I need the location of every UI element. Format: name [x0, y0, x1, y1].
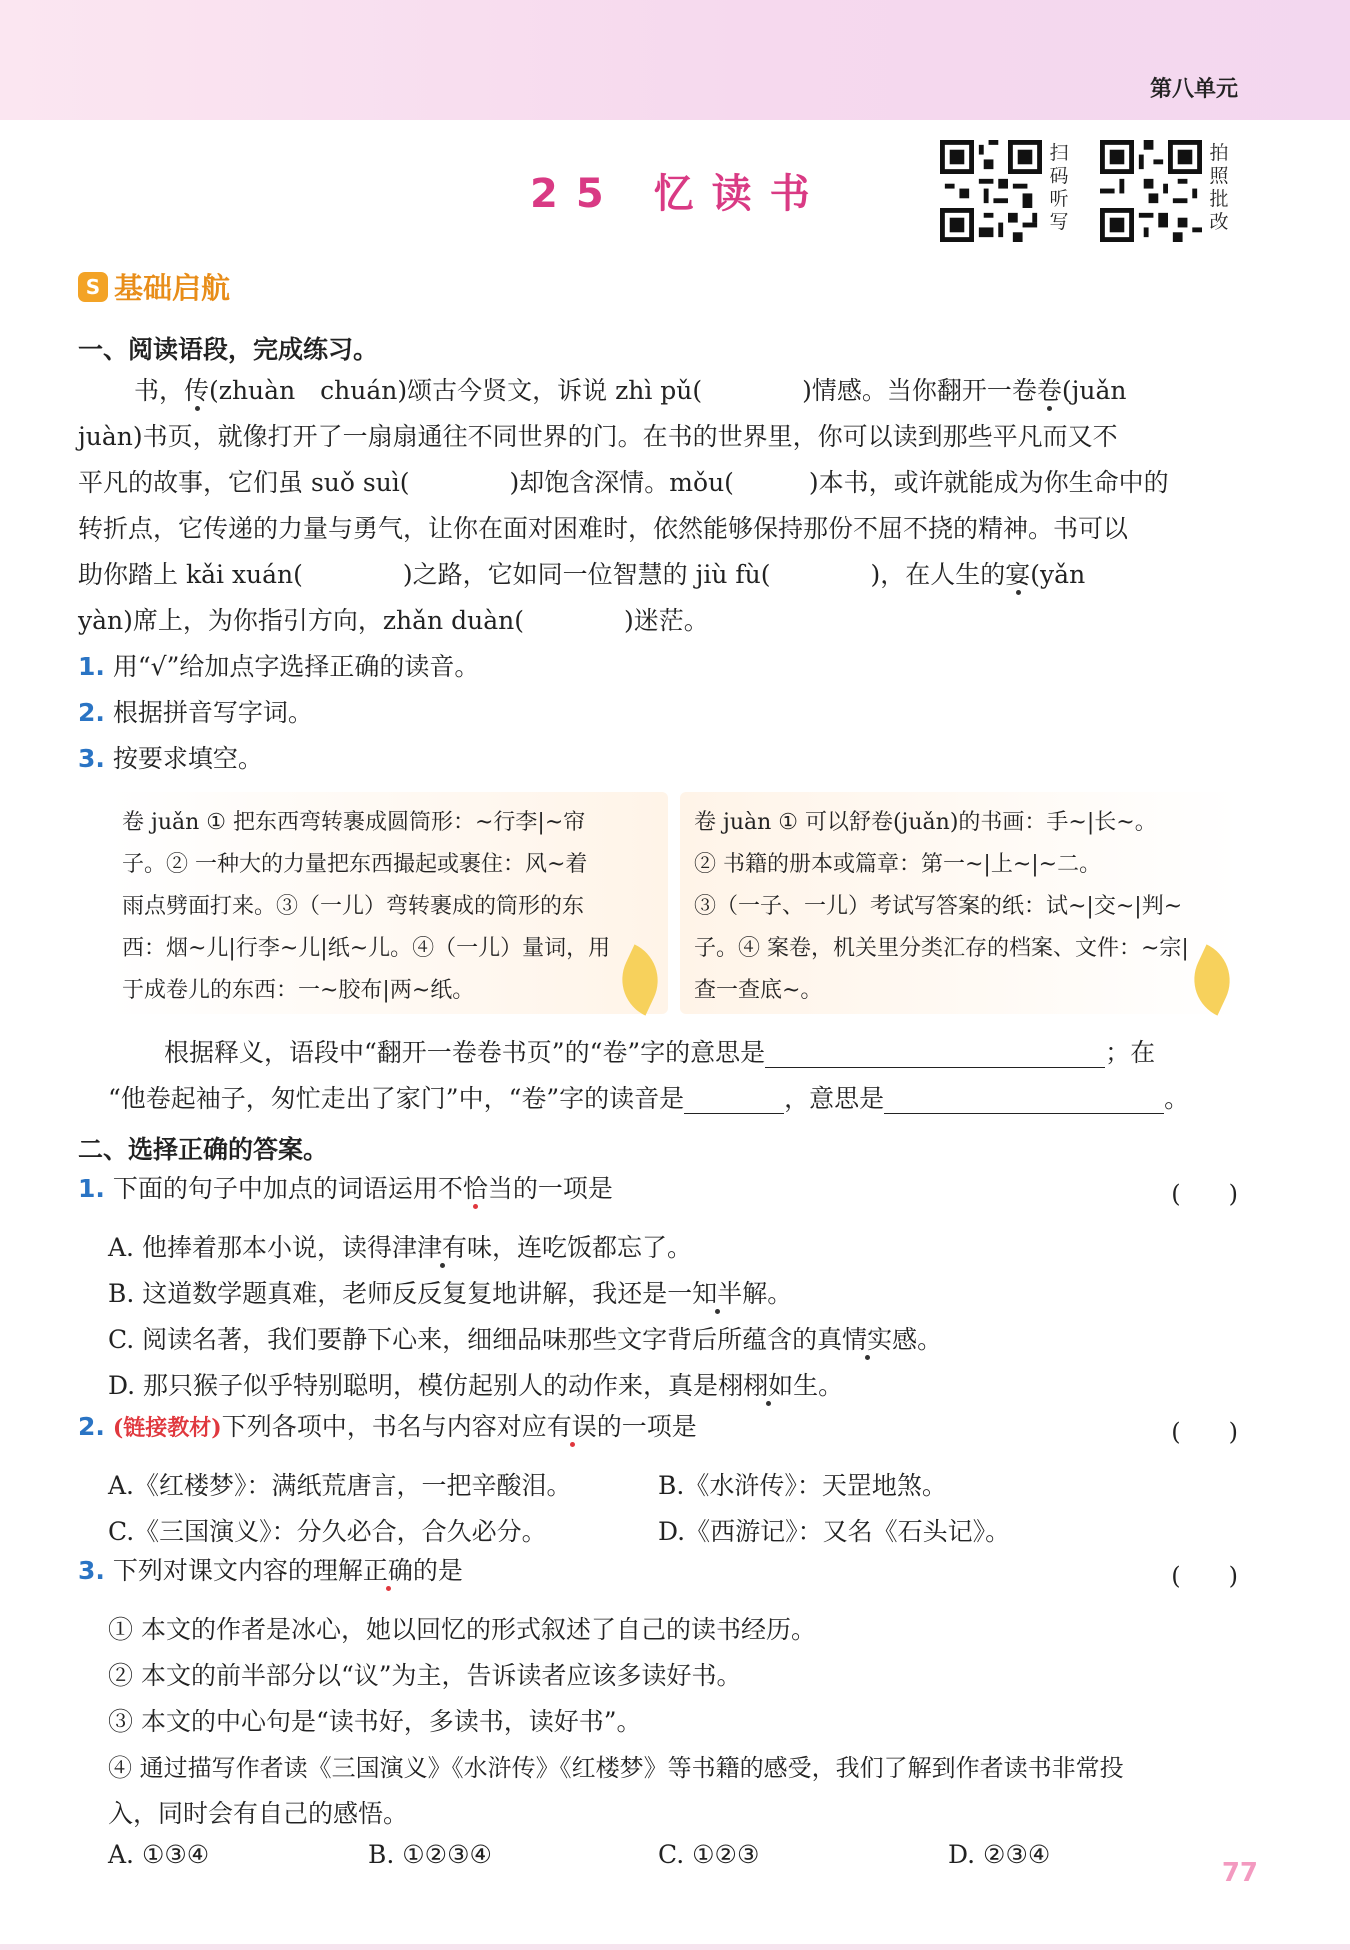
task-2: 2. 根据拼音写字词。	[78, 698, 313, 727]
q1-option-d[interactable]: D. 那只猴子似乎特别聪明，模仿起别人的动作来，真是栩栩如生。	[108, 1371, 844, 1400]
header-band	[0, 0, 1350, 120]
q2-option-d[interactable]: D.《西游记》：又名《石头记》。	[658, 1517, 1011, 1546]
section-title: 基础启航	[114, 271, 231, 305]
dict-line: ③（一子、一儿）考试写答案的纸：试~|交~|判~	[694, 894, 1183, 919]
q2-option-a[interactable]: A.《红楼梦》：满纸荒唐言，一把辛酸泪。	[108, 1471, 572, 1500]
part2-heading: 二、选择正确的答案。	[78, 1135, 329, 1164]
q1-option-c[interactable]: C. 阅读名著，我们要静下心来，细细品味那些文字背后所蕴含的真情实感。	[108, 1325, 943, 1354]
dict-line: 子。④ 案卷，机关里分类汇存的档案、文件：~宗|	[694, 936, 1189, 961]
dict-line: 查一查底~。	[694, 978, 823, 1003]
q1-stem: 1. 下面的句子中加点的词语运用不恰当的一项是	[78, 1174, 613, 1203]
dict-line: 西：烟~儿|行李~儿|纸~儿。④（一儿）量词，用	[122, 936, 611, 961]
task-1: 1. 用“√”给加点字选择正确的读音。	[78, 652, 480, 681]
q3-option-d[interactable]: D. ②③④	[948, 1840, 1051, 1869]
passage-line-1: 书，传(zhuàn chuán)颂古今贤文，诉说 zhì pǔ( )情感。当你翻开一卷卷(juǎn	[134, 376, 1127, 405]
q3-statement-1: ① 本文的作者是冰心，她以回忆的形式叙述了自己的读书经历。	[108, 1615, 816, 1644]
unit-label: 第八单元	[1149, 77, 1238, 102]
dict-line: 雨点劈面打来。③（一儿）弯转裹成的筒形的东	[122, 894, 585, 919]
answer-blank[interactable]	[884, 1089, 1164, 1114]
dictionary-card-juan4	[680, 792, 1240, 1014]
task-3: 3. 按要求填空。	[78, 744, 263, 773]
textbook-link-tag: (链接教材)	[112, 1415, 222, 1441]
fill-line-2: “他卷起袖子，匆忙走出了家门”中，“卷”字的读音是 ，意思是 。	[108, 1084, 1190, 1113]
part1-heading: 一、阅读语段，完成练习。	[78, 335, 379, 364]
answer-paren[interactable]: ( )	[1171, 1180, 1238, 1208]
q3-statement-4: ④ 通过描写作者读《三国演义》《水浒传》《红楼梦》等书籍的感受，我们了解到作者读书非常投	[108, 1754, 1124, 1782]
lesson-title: 25 忆读书	[530, 171, 828, 217]
q3-option-b[interactable]: B. ①②③④	[368, 1840, 492, 1869]
q2-option-b[interactable]: B.《水浒传》：天罡地煞。	[658, 1471, 947, 1500]
answer-paren[interactable]: ( )	[1171, 1418, 1238, 1446]
passage-line-6: yàn)席上，为你指引方向，zhǎn duàn( )迷茫。	[78, 606, 709, 635]
q3-statement-3: ③ 本文的中心句是“读书好，多读书，读好书”。	[108, 1707, 642, 1736]
answer-blank[interactable]	[684, 1089, 784, 1114]
dotted-char: 宴	[1005, 560, 1031, 589]
qr-code-listen[interactable]	[940, 140, 1042, 242]
answer-blank[interactable]	[765, 1043, 1105, 1068]
passage-line-2: juàn)书页，就像打开了一扇扇通往不同世界的门。在书的世界里，你可以读到那些平凡而又不	[78, 422, 1118, 451]
dotted-char: 卷	[1036, 376, 1062, 405]
section-header	[78, 266, 230, 307]
qr-caption-listen: 扫码听写	[1049, 142, 1069, 233]
q3-option-a[interactable]: A. ①③④	[108, 1840, 210, 1869]
passage-line-5: 助你踏上 kǎi xuán( )之路，它如同一位智慧的 jiù fù( )，在人生的宴(yǎn	[78, 560, 1086, 589]
q3-statement-4-cont: 入，同时会有自己的感悟。	[108, 1799, 409, 1828]
qr-caption-grade: 拍照批改	[1209, 142, 1229, 233]
q1-option-b[interactable]: B. 这道数学题真难，老师反反复复地讲解，我还是一知半解。	[108, 1279, 793, 1308]
q3-stem: 3. 下列对课文内容的理解正确的是	[78, 1556, 463, 1585]
dictionary-card-juan3	[108, 792, 668, 1014]
dict-line: 子。② 一种大的力量把东西撮起或裹住：风~着	[122, 852, 588, 877]
footer-band	[0, 1944, 1350, 1950]
q1-option-a[interactable]: A. 他捧着那本小说，读得津津有味，连吃饭都忘了。	[108, 1233, 692, 1262]
dotted-char: 传	[184, 376, 210, 405]
answer-paren[interactable]: ( )	[1171, 1562, 1238, 1590]
passage-line-3: 平凡的故事，它们虽 suǒ suì( )却饱含深情。mǒu( )本书，或许就能成为你生命中的	[78, 468, 1169, 497]
dict-line: 于成卷儿的东西：一~胶布|两~纸。	[122, 978, 475, 1003]
dict-line: 卷 juàn ① 可以舒卷(juǎn)的书画：手~|长~。	[694, 810, 1157, 835]
fill-line-1: 根据释义，语段中“翻开一卷卷书页”的“卷”字的意思是 ；在	[164, 1038, 1156, 1067]
section-icon: S	[78, 272, 108, 302]
dict-line: ② 书籍的册本或篇章：第一~|上~|~二。	[694, 852, 1102, 877]
dict-line: 卷 juǎn ① 把东西弯转裹成圆筒形：~行李|~帘	[122, 810, 586, 835]
qr-code-grade[interactable]	[1100, 140, 1202, 242]
q2-option-c[interactable]: C.《三国演义》：分久必合，合久必分。	[108, 1517, 547, 1546]
page-number: 77	[1221, 1858, 1258, 1888]
passage-line-4: 转折点，它传递的力量与勇气，让你在面对困难时，依然能够保持那份不屈不挠的精神。书可以	[78, 514, 1129, 543]
q2-stem: 2. (链接教材)下列各项中，书名与内容对应有误的一项是	[78, 1412, 697, 1441]
q3-option-c[interactable]: C. ①②③	[658, 1840, 760, 1869]
q3-statement-2: ② 本文的前半部分以“议”为主，告诉读者应该多读好书。	[108, 1661, 742, 1690]
